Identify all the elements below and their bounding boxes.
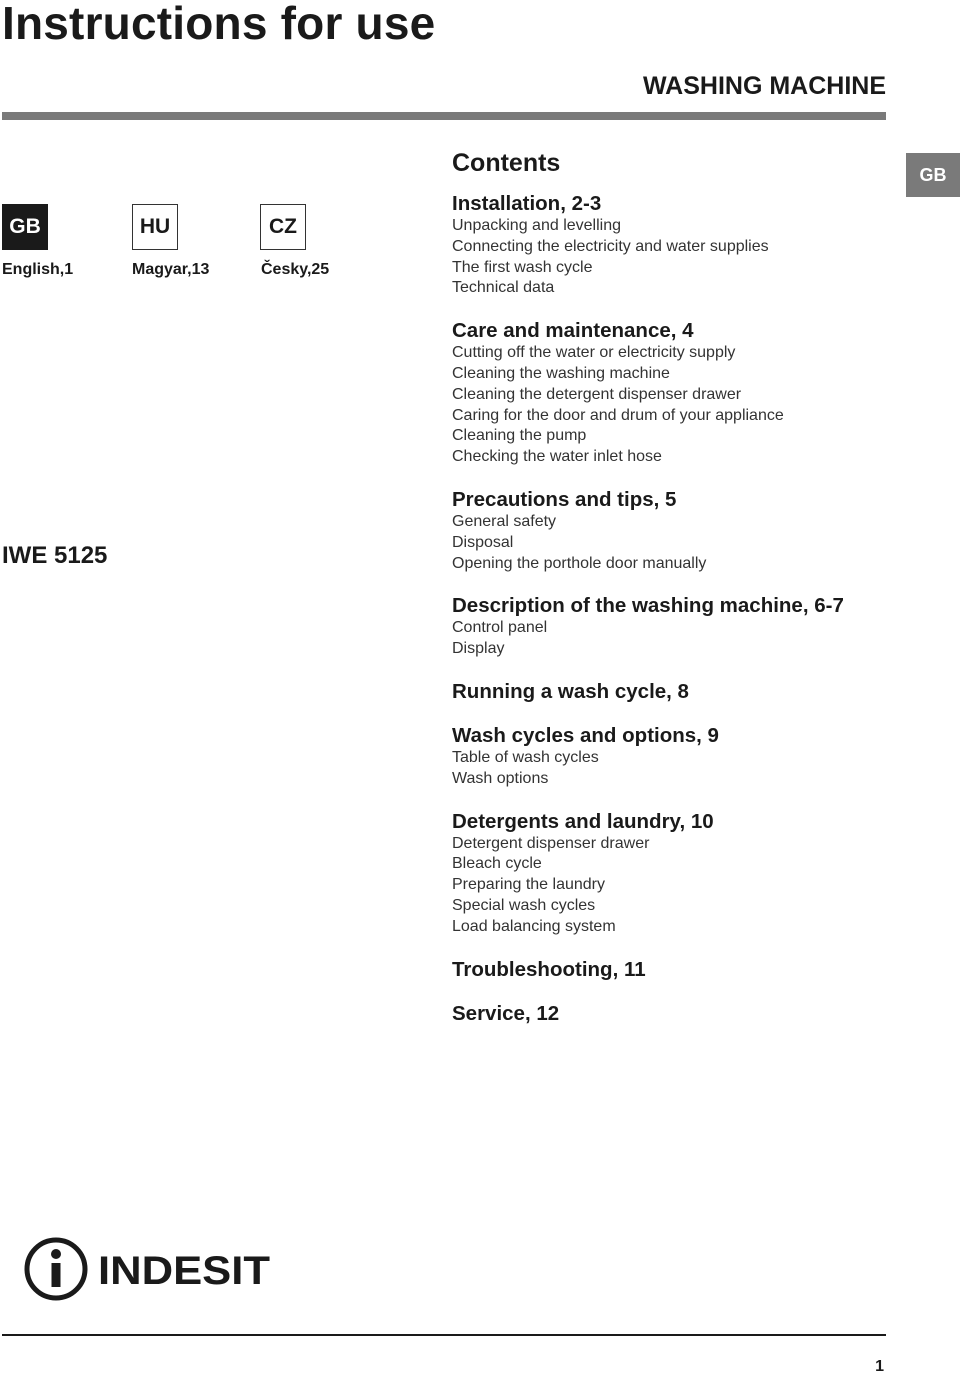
model-number: IWE 5125 (2, 542, 108, 569)
contents-heading: Contents (452, 149, 561, 177)
table-of-contents (452, 148, 902, 1046)
toc-item[interactable]: Cleaning the detergent dispenser drawer (452, 385, 742, 403)
toc-item[interactable]: Caring for the door and drum of your appliance (452, 406, 784, 424)
language-label-english: English,1 (2, 261, 74, 278)
toc-item[interactable]: Control panel (452, 619, 548, 637)
toc-item[interactable]: Cleaning the washing machine (452, 364, 670, 382)
toc-item[interactable]: Load balancing system (452, 917, 616, 935)
page-number: 1 (875, 1358, 884, 1375)
page-subtitle: WASHING MACHINE (642, 72, 886, 100)
toc-section (452, 724, 902, 790)
toc-section-heading[interactable]: Description of the washing machine, 6-7 (452, 594, 844, 618)
toc-section-heading[interactable]: Care and maintenance, 4 (452, 319, 694, 343)
footer-divider (2, 1334, 886, 1336)
toc-item[interactable]: Display (452, 640, 505, 658)
toc-section-heading[interactable]: Service, 12 (452, 1001, 560, 1025)
toc-item[interactable]: Opening the porthole door manually (452, 554, 707, 572)
toc-item[interactable]: General safety (452, 512, 557, 530)
toc-item[interactable]: Detergent dispenser drawer (452, 834, 650, 852)
toc-section (452, 192, 902, 299)
language-box-cz[interactable]: CZ (260, 204, 306, 250)
toc-section (452, 1002, 902, 1026)
language-box-hu[interactable]: HU (132, 204, 178, 250)
toc-section (452, 958, 902, 982)
toc-section-heading[interactable]: Troubleshooting, 11 (452, 957, 646, 981)
toc-section-heading[interactable]: Wash cycles and options, 9 (452, 723, 719, 747)
toc-item[interactable]: Checking the water inlet hose (452, 448, 662, 466)
toc-item[interactable]: Cutting off the water or electricity supply (452, 344, 736, 362)
language-box-gb[interactable]: GB (2, 204, 48, 250)
toc-item[interactable]: Technical data (452, 279, 555, 297)
toc-item[interactable]: Disposal (452, 533, 514, 551)
toc-item[interactable]: Bleach cycle (452, 855, 542, 873)
page-title: Instructions for use (2, 0, 436, 49)
toc-section-list (452, 192, 902, 1026)
toc-section (452, 594, 902, 660)
toc-item[interactable]: Special wash cycles (452, 896, 596, 914)
toc-item[interactable]: The first wash cycle (452, 258, 593, 276)
toc-item[interactable]: Table of wash cycles (452, 748, 599, 766)
language-label-cesky: Česky,25 (261, 261, 330, 278)
toc-section-heading[interactable]: Running a wash cycle, 8 (452, 679, 689, 703)
toc-section (452, 810, 902, 938)
toc-item[interactable]: Cleaning the pump (452, 427, 587, 445)
language-side-tab: GB (906, 153, 960, 197)
toc-item[interactable]: Wash options (452, 769, 549, 787)
toc-section (452, 319, 902, 468)
toc-item[interactable]: Unpacking and levelling (452, 217, 621, 234)
toc-section (452, 680, 902, 704)
toc-section-heading[interactable]: Detergents and laundry, 10 (452, 809, 714, 833)
title-divider (2, 112, 886, 120)
toc-section-heading[interactable]: Installation, 2-3 (452, 192, 602, 215)
indesit-logo (24, 1236, 274, 1302)
toc-item[interactable]: Preparing the laundry (452, 876, 605, 894)
language-label-magyar: Magyar,13 (132, 261, 210, 278)
toc-item[interactable]: Connecting the electricity and water supplies (452, 237, 769, 255)
toc-section-heading[interactable]: Precautions and tips, 5 (452, 487, 677, 511)
logo-wordmark: INDESIT (98, 1249, 270, 1293)
toc-section (452, 488, 902, 574)
